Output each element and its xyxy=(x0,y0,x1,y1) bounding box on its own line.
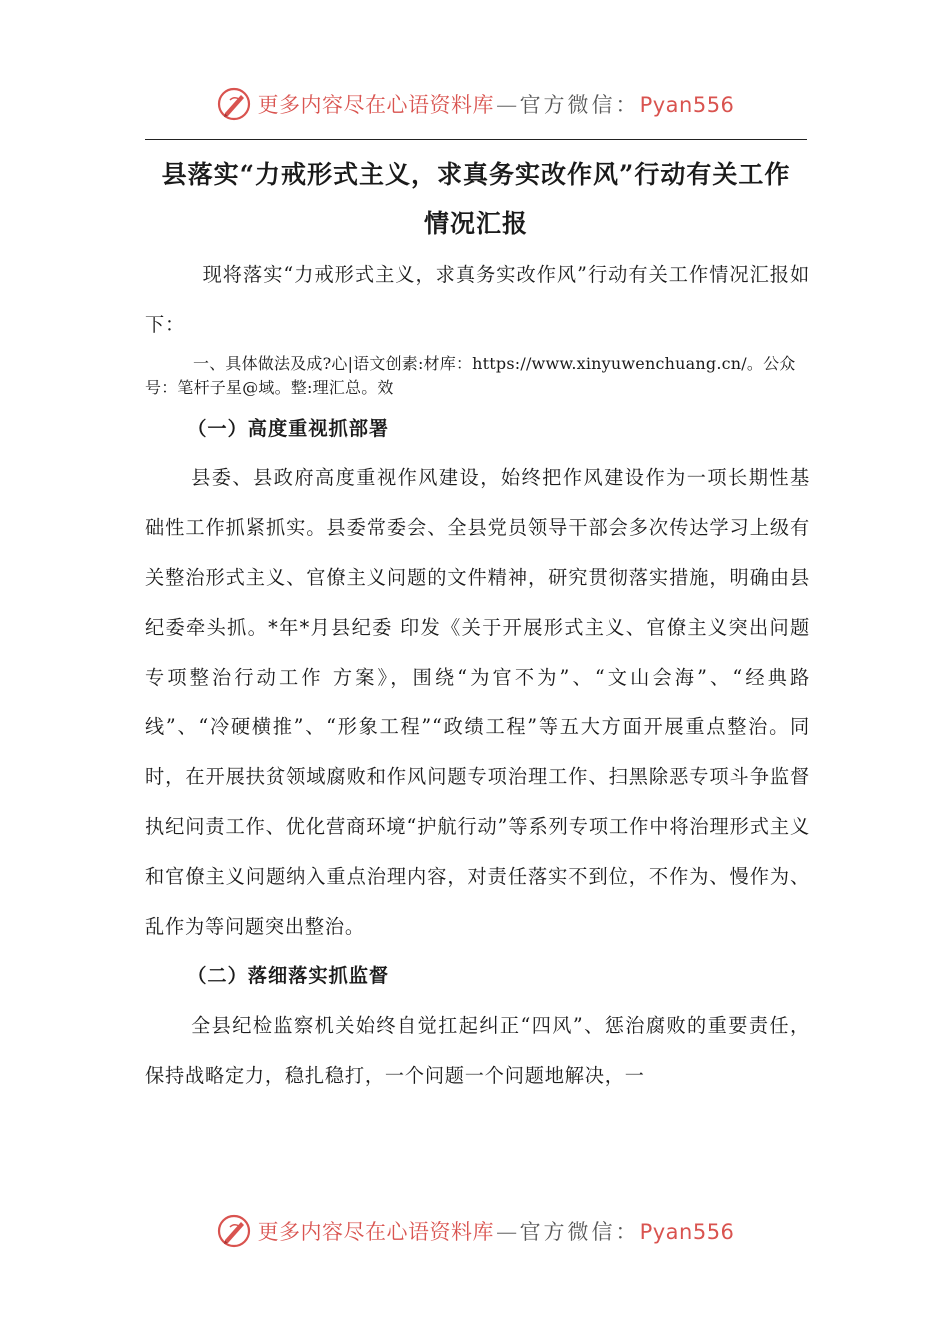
intro-paragraph: 现将落实“力戒形式主义，求真务实改作风”行动有关工作情况汇报如下： xyxy=(145,263,810,336)
banner-label: 官方微信： xyxy=(519,93,640,117)
header-rule xyxy=(145,139,807,140)
title-line-2: 情况汇报 xyxy=(423,209,528,238)
subsection-1-body: 县委、县政府高度重视作风建设，始终把作风建设作为一项长期性基础性工作抓紧抓实。县委常委会、全县党员领导干部会多次传达学习上级有关整治形式主义、官僚主义问题的文件精神，研究贯彻落实措施，明确由县纪委牵头抓。*年*月县纪委 印发《关于开展形式主义、官僚主义突出问题专项整治行动工作 方案》，围绕“为官不为”、“文山会海”、“经典路线”、“冷硬横推”、“形象工程”“政绩工程”等五大方面开展重点整治。同时，在开展扶贫领域腐败和作风问题专项治理工作、扫黑除恶专项斗争监督执纪问责工作、优化营商环境“护航行动”等系列专项工作中将治理形式主义和官僚主义问题纳入重点治理内容，对责任落实不到位，不作为、慢作为、乱作为等问题突出整治。 xyxy=(145,466,810,938)
header-banner xyxy=(0,82,950,126)
section-1-heading: 一、具体做法及成?心|语文创素:材库：https://www.xinyuwenchuang.cn/。公众号：笔杆子星@域。整:理汇总。效 xyxy=(145,353,796,397)
pen-logo-icon xyxy=(216,1213,252,1249)
banner-separator: — xyxy=(496,93,518,117)
banner-site: 更多内容尽在心语资料库 xyxy=(257,93,495,117)
banner-label: 官方微信： xyxy=(519,1220,640,1244)
banner-wechat-id: Pyan556 xyxy=(639,93,735,117)
pen-logo-icon xyxy=(216,86,252,122)
banner-site: 更多内容尽在心语资料库 xyxy=(257,1220,495,1244)
document-body xyxy=(145,250,810,1101)
subsection-2-body: 全县纪检监察机关始终自觉扛起纠正“四风”、惩治腐败的重要责任，保持战略定力，稳扎稳打，一个问题一个问题地解决，一 xyxy=(145,1014,810,1087)
document-title xyxy=(140,150,812,248)
title-line-1: 县落实“力戒形式主义，求真务实改作风”行动有关工作 xyxy=(161,160,791,189)
subsection-2-heading: （二）落细落实抓监督 xyxy=(187,964,390,988)
banner-line xyxy=(258,89,735,119)
subsection-1-heading: （一）高度重视抓部署 xyxy=(187,416,390,440)
banner-wechat-id: Pyan556 xyxy=(639,1220,735,1244)
footer-banner xyxy=(0,1209,950,1253)
banner-separator: — xyxy=(496,1220,518,1244)
banner-line xyxy=(258,1216,735,1246)
